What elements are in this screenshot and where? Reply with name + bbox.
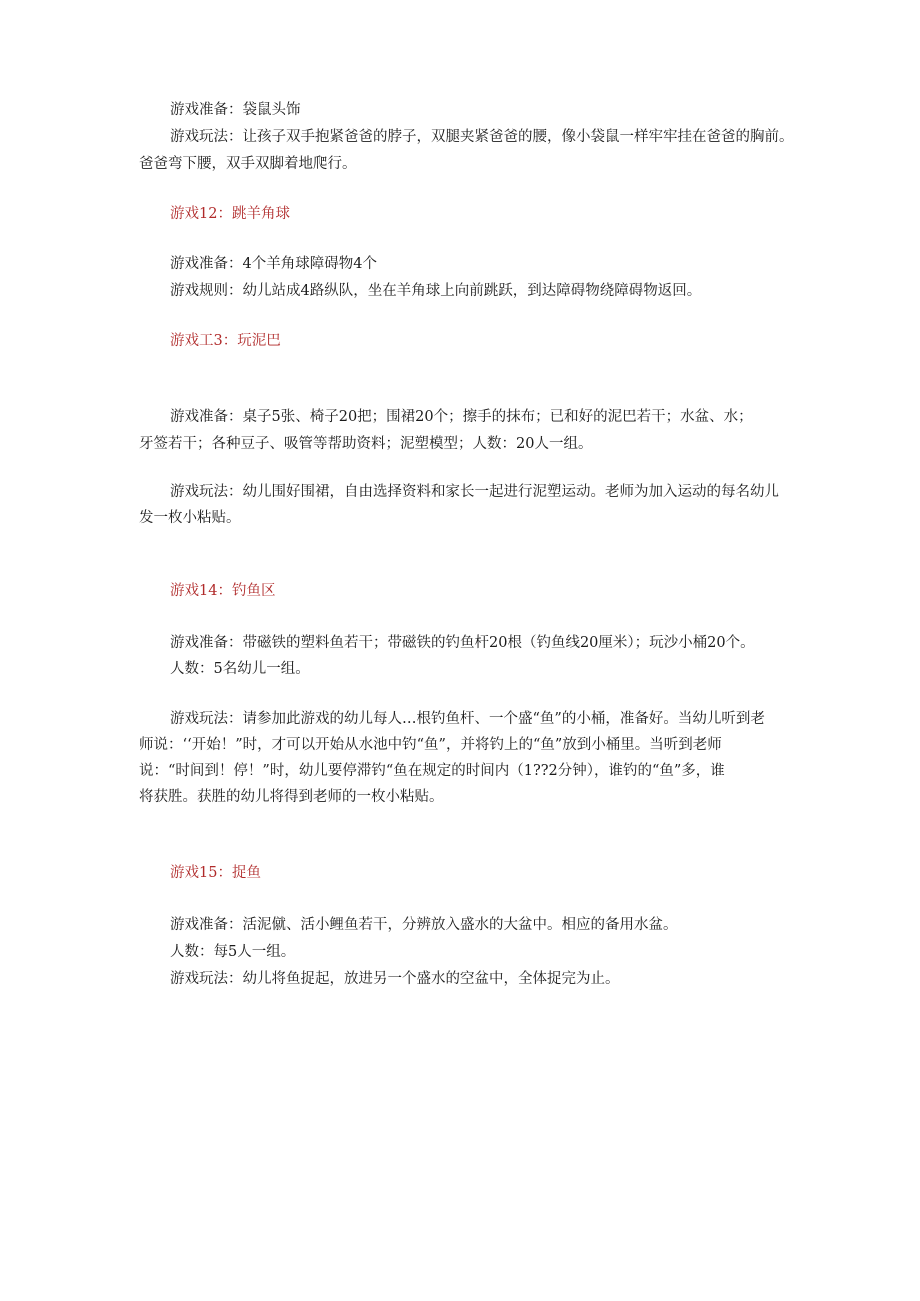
game14-play-text-line3: 说：“时间到！停！”时，幼儿要停滞钓“鱼在规定的时间内（1??2分钟），谁钓的“鱼”多，谁 [139,763,725,779]
game14-play-text-line2: 师说：‘‘开始！”时，才可以开始从水池中钓“鱼”，并将钓上的“鱼”放到小桶里。当听到老师 [139,737,722,753]
game13-play-text-line1: 游戏玩法：幼儿围好围裙，自由选择资料和家长一起进行泥塑运动。老师为加入运动的每名幼儿 [170,484,779,500]
game15-heading: 游戏15：捉鱼 [170,865,261,881]
game14-prep-text-line2: 人数：5名幼儿一组。 [170,661,310,677]
game14-heading: 游戏14：钓鱼区 [170,583,276,599]
game14-prep-text-line1: 游戏准备：带磁铁的塑料鱼若干；带磁铁的钓鱼杆20根（钓鱼线20厘米）；玩沙小桶20个。 [170,635,755,651]
game14-play-text-line1: 游戏玩法：请参加此游戏的幼儿每人…根钓鱼杆、一个盛“鱼”的小桶，准备好。当幼儿听到老 [170,711,765,727]
game13-prep-text-line2: 牙签若干；各种豆子、吸管等帮助资料；泥塑模型；人数：20人一组。 [139,436,593,452]
intro-prep-text: 游戏准备：袋鼠头饰 [170,102,301,118]
game15-people-text: 人数：每5人一组。 [170,944,296,960]
game13-heading: 游戏工3：玩泥巴 [170,333,281,349]
game13-play-text-line2: 发一枚小粘贴。 [139,510,241,526]
intro-play-text-line1: 游戏玩法：让孩子双手抱紧爸爸的脖子，双腿夹紧爸爸的腰，像小袋鼠一样牢牢挂在爸爸的胸前。 [170,129,794,145]
intro-play-text-line2: 爸爸弯下腰，双手双脚着地爬行。 [139,156,357,172]
game15-play-text: 游戏玩法：幼儿将鱼捉起，放进另一个盛水的空盆中，全体捉完为止。 [170,971,620,987]
game12-prep-text: 游戏准备：4个羊角球障碍物4个 [170,256,377,272]
game12-rules-text: 游戏规则：幼儿站成4路纵队，坐在羊角球上向前跳跃，到达障碍物绕障碍物返回。 [170,283,702,299]
game13-prep-text-line1: 游戏准备：桌子5张、椅子20把；围裙20个；擦手的抹布；已和好的泥巴若干；水盆、水； [170,409,753,425]
game14-play-text-line4: 将获胜。获胜的幼儿将得到老师的一枚小粘贴。 [139,789,444,805]
game12-heading: 游戏12：跳羊角球 [170,206,290,222]
game15-prep-text: 游戏准备：活泥僦、活小鲤鱼若干，分辨放入盛水的大盆中。相应的备用水盆。 [170,917,678,933]
